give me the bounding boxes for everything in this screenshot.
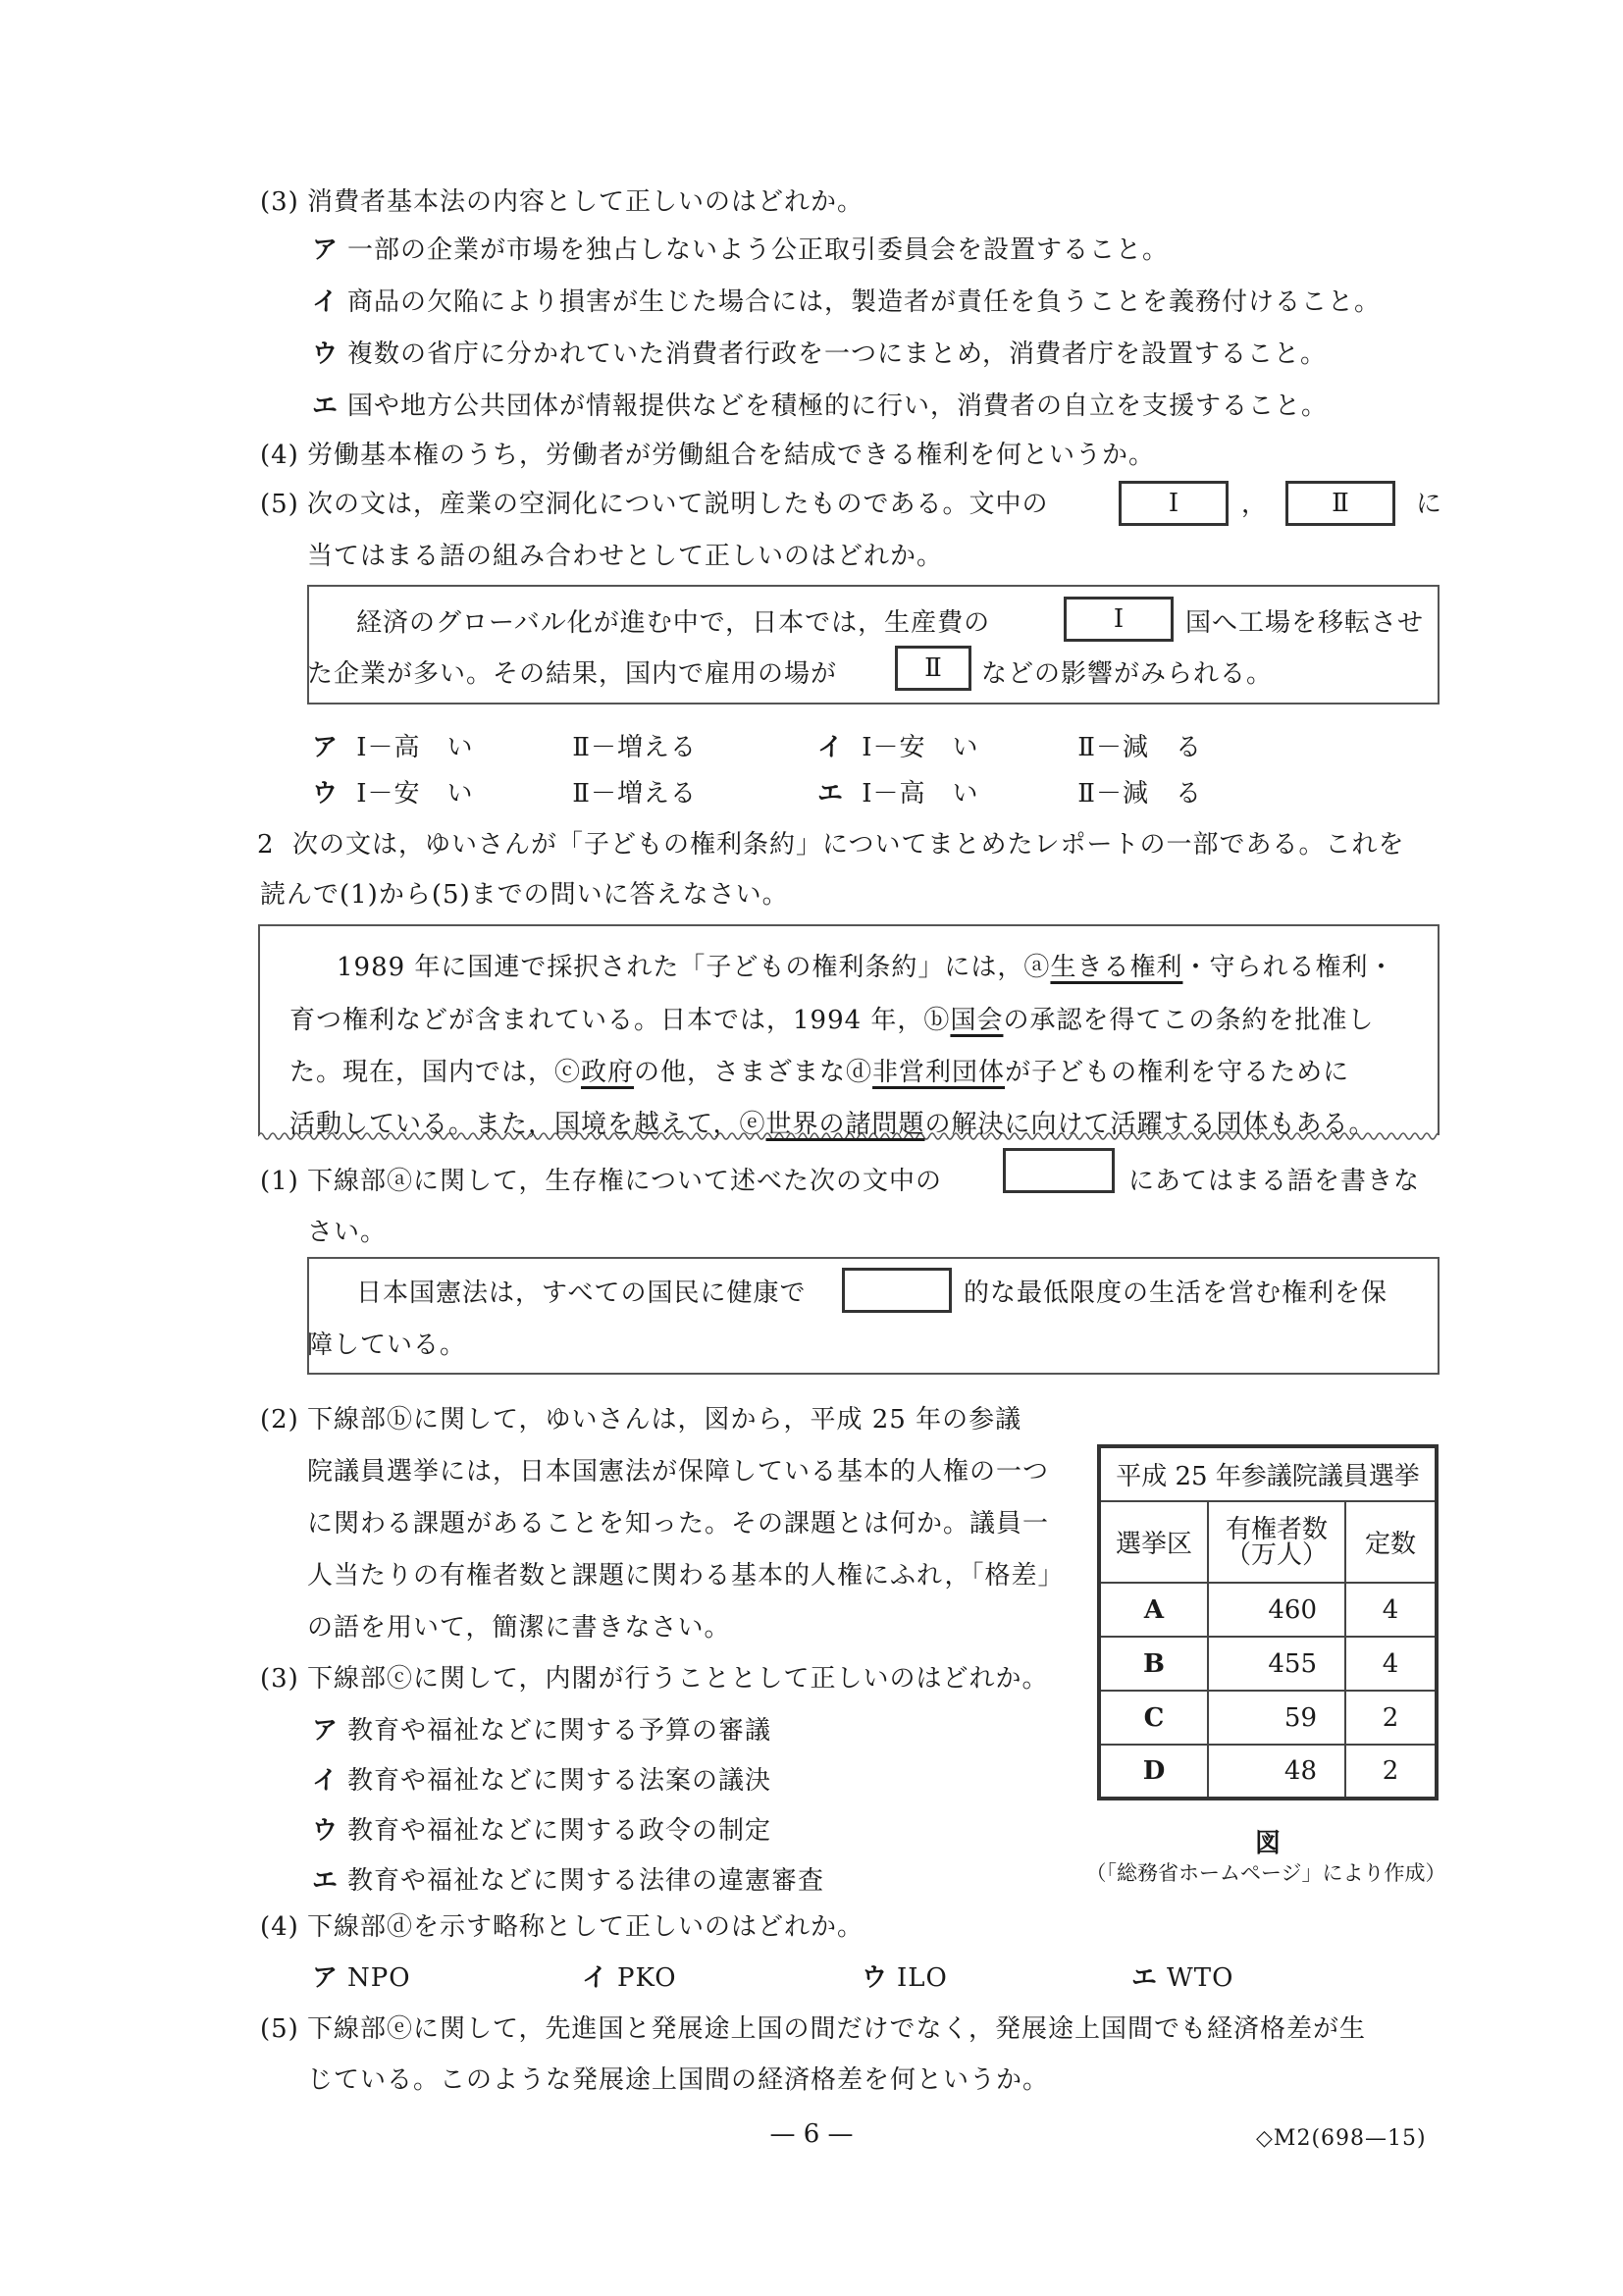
election-table xyxy=(1097,1444,1439,1800)
question-2-5: (5) 下線部ⓔに関して，先進国と発展途上国の間だけでなく，発展途上国間でも経済格差が生 xyxy=(260,2014,1366,2044)
underline-e: 世界の諸問題 xyxy=(765,1110,925,1139)
cabinet-option-u: ウ 教育や福祉などに関する政令の制定 xyxy=(312,1816,772,1846)
report-line-2: 育つ権利などが含まれている。日本では，1994 年，ⓑ国会の承認を得てこの条約を批准し xyxy=(289,1006,1375,1035)
combo-option-u: ウ Ⅰ－安 い Ⅱ－増える xyxy=(312,779,697,809)
abbr-option-i: イ PKO xyxy=(582,1963,677,1993)
underline-b: 国会 xyxy=(950,1006,1004,1035)
question-2-3: (3) 下線部ⓒに関して，内閣が行うこととして正しいのはどれか。 xyxy=(260,1664,1049,1694)
option-a: ア 一部の企業が市場を独占しないよう公正取引委員会を設置すること。 xyxy=(312,235,1170,265)
option-u: ウ 複数の省庁に分かれていた消費者行政を一つにまとめ，消費者庁を設置すること。 xyxy=(312,339,1327,369)
combo-option-a: ア Ⅰ－高 い Ⅱ－増える xyxy=(312,733,697,762)
question-text-ni: に xyxy=(1416,490,1443,519)
question-2-intro-cont: 読んで(1)から(5)までの問いに答えなさい。 xyxy=(260,880,789,910)
page-number: — 6 — xyxy=(769,2119,854,2149)
constitution-blank xyxy=(842,1268,952,1313)
question-2-2-line-4: 人当たりの有権者数と課題に関わる基本的人権にふれ，「格差」 xyxy=(307,1561,1065,1591)
table-row: D 48 2 xyxy=(1099,1745,1437,1799)
constitution-line-1-cont: 的な最低限度の生活を営む権利を保 xyxy=(964,1278,1388,1308)
underline-c: 政府 xyxy=(581,1058,635,1087)
report-line-1: 1989 年に国連で採択された「子どもの権利条約」には，ⓐ生きる権利・守られる権利・ xyxy=(337,953,1395,982)
box-line-1: 経済のグローバル化が進む中で，日本では，生産費の xyxy=(356,608,991,638)
abbr-option-e: エ WTO xyxy=(1131,1963,1234,1993)
question-1-3: (3) 消費者基本法の内容として正しいのはどれか。 xyxy=(260,187,864,217)
constitution-line-1: 日本国憲法は，すべての国民に健康で xyxy=(356,1278,807,1308)
option-i: イ 商品の欠陥により損害が生じた場合には，製造者が責任を負うことを義務付けること。 xyxy=(312,287,1382,317)
cabinet-option-i: イ 教育や福祉などに関する法案の議決 xyxy=(312,1766,772,1796)
question-1-5: (5) 次の文は，産業の空洞化について説明したものである。文中の xyxy=(260,490,1049,519)
figure-source: （「総務省ホームページ」により作成） xyxy=(1085,1861,1446,1885)
question-2-1-cont: にあてはまる語を書きな xyxy=(1128,1167,1421,1196)
box-blank-ii: Ⅱ xyxy=(895,646,971,691)
question-2-4: (4) 下線部ⓓを示す略称として正しいのはどれか。 xyxy=(260,1912,864,1942)
underline-a: 生きる権利 xyxy=(1050,953,1183,982)
header-seats: 定数 xyxy=(1345,1501,1437,1583)
option-e: エ 国や地方公共団体が情報提供などを積極的に行い，消費者の自立を支援すること。 xyxy=(312,391,1329,421)
question-2-2-line-5: の語を用いて，簡潔に書きなさい。 xyxy=(307,1613,731,1643)
table-title: 平成 25 年参議院議員選挙 xyxy=(1099,1446,1437,1501)
blank-i: Ⅰ xyxy=(1119,481,1229,526)
figure-caption: 図 xyxy=(1254,1829,1281,1858)
question-2-1-end: さい。 xyxy=(307,1218,388,1247)
cabinet-option-a: ア 教育や福祉などに関する予算の審議 xyxy=(312,1716,772,1746)
abbr-option-a: ア NPO xyxy=(312,1963,411,1993)
header-voters: 有権者数 （万人） xyxy=(1208,1501,1345,1583)
table-row: B 455 4 xyxy=(1099,1637,1437,1691)
answer-blank xyxy=(1003,1148,1115,1193)
question-1-5-cont: 当てはまる語の組み合わせとして正しいのはどれか。 xyxy=(307,542,944,571)
question-2-2: (2) 下線部ⓑに関して，ゆいさんは，図から，平成 25 年の参議 xyxy=(260,1405,1022,1435)
combo-option-i: イ Ⅰ－安 い Ⅱ－減 る xyxy=(817,733,1202,762)
header-district: 選挙区 xyxy=(1099,1501,1208,1583)
question-2-2-line-2: 院議員選挙には，日本国憲法が保障している基本的人権の一つ xyxy=(307,1457,1050,1487)
question-2-1: (1) 下線部ⓐに関して，生存権について述べた次の文中の xyxy=(260,1167,942,1196)
underline-d: 非営利団体 xyxy=(872,1058,1006,1087)
question-1-4: (4) 労働基本権のうち，労働者が労働組合を結成できる権利を何というか。 xyxy=(260,441,1156,470)
report-line-3: た。現在，国内では，ⓒ政府の他，さまざまなⓓ非営利団体が子どもの権利を守るために xyxy=(289,1058,1350,1087)
box-line-2: た企業が多い。その結果，国内で雇用の場が xyxy=(307,659,838,689)
table-row: A 460 4 xyxy=(1099,1583,1437,1637)
question-2-5-cont: じている。このような発展途上国間の経済格差を何というか。 xyxy=(307,2065,1050,2095)
cabinet-option-e: エ 教育や福祉などに関する法律の違憲審査 xyxy=(312,1866,825,1896)
question-2-intro: 2 次の文は，ゆいさんが「子どもの権利条約」についてまとめたレポートの一部である。これを xyxy=(257,830,1405,860)
comma: ， xyxy=(1241,490,1269,519)
box-line-2-cont: などの影響がみられる。 xyxy=(981,659,1274,689)
exam-code: ◇M2(698—15) xyxy=(1256,2126,1427,2151)
constitution-line-2: 障している。 xyxy=(307,1331,467,1360)
blank-ii: Ⅱ xyxy=(1285,481,1395,526)
report-line-4: 活動している。また，国境を越えて，ⓔ世界の諸問題の解決に向けて活躍する団体もある。 xyxy=(289,1110,1376,1139)
question-2-2-line-3: に関わる課題があることを知った。その課題とは何か。議員一 xyxy=(307,1509,1050,1539)
box-blank-i: Ⅰ xyxy=(1064,597,1174,642)
combo-option-e: エ Ⅰ－高 い Ⅱ－減 る xyxy=(817,779,1202,809)
box-line-1-cont: 国へ工場を移転させ xyxy=(1185,608,1425,638)
abbr-option-u: ウ ILO xyxy=(862,1963,948,1993)
table-row: C 59 2 xyxy=(1099,1691,1437,1745)
